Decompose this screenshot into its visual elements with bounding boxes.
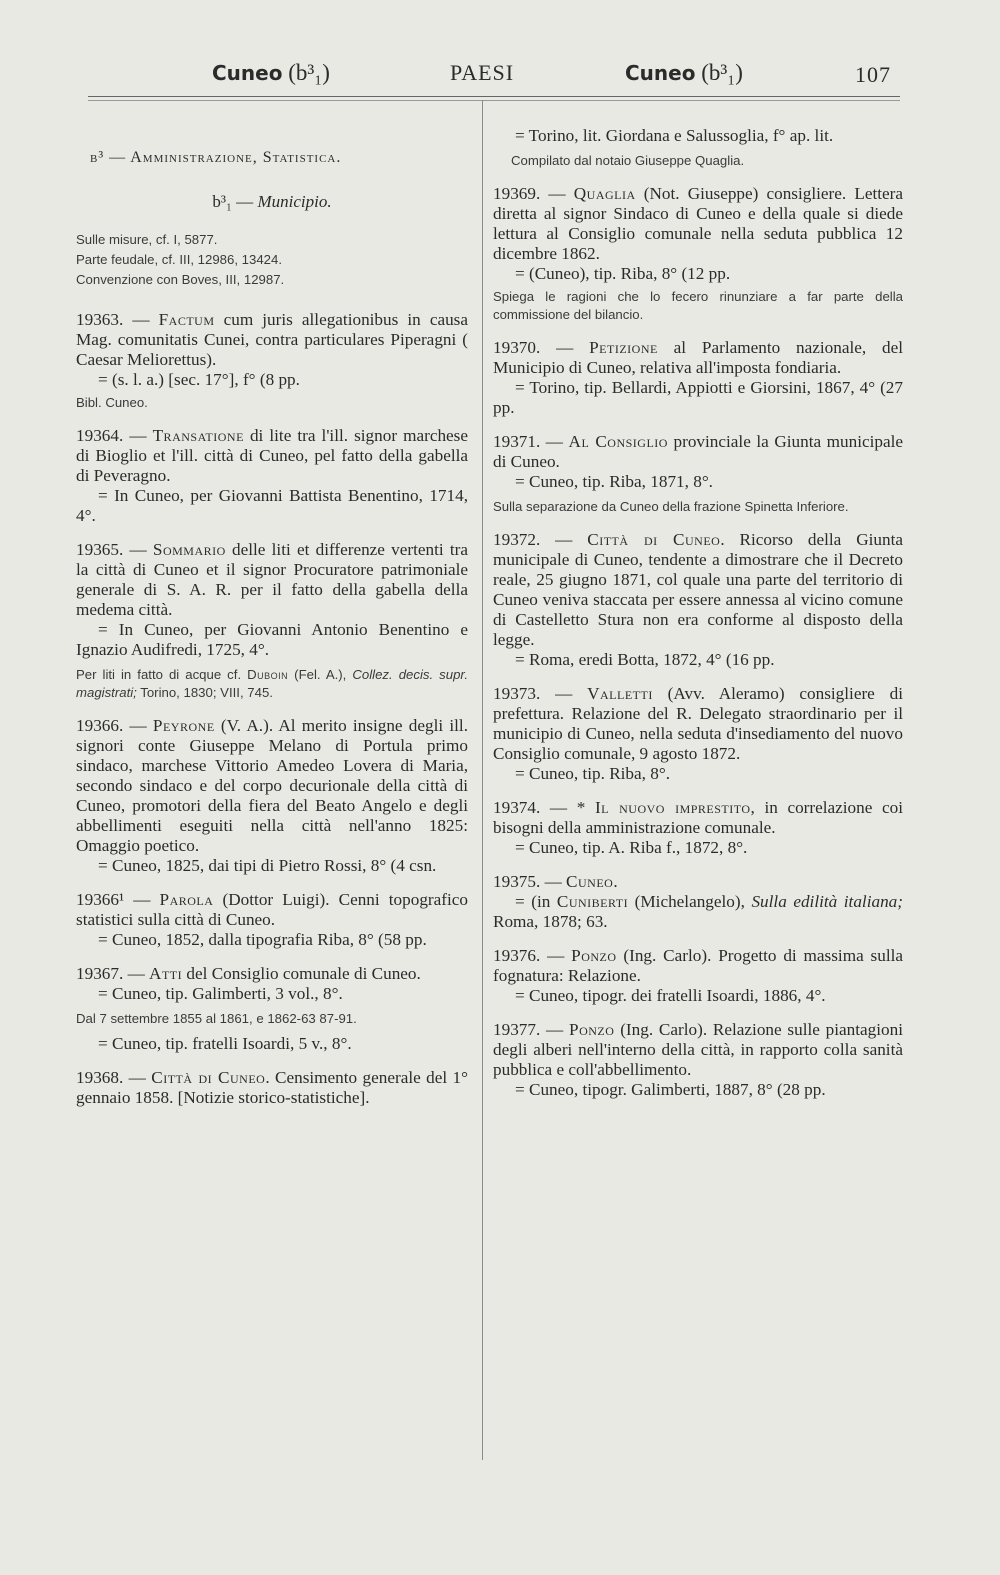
- entry-imprint: = In Cuneo, per Giovanni Antonio Benentino e Ignazio Audifredi, 1725, 4°.: [76, 620, 468, 659]
- entry-text: [493, 1020, 903, 1080]
- subsection-title: Municipio.: [257, 192, 332, 211]
- entry-title: .: [613, 872, 618, 891]
- entry-text: [76, 716, 468, 856]
- entry-title: di lite tra l'ill. signor marchese di Bioglio et l'ill. città di Cuneo, pel fatto della gabella di Peveragno.: [76, 426, 469, 485]
- entry-number: 19377. —: [493, 1020, 570, 1039]
- entry-title: . Ricorso della Giunta municipale di Cuneo, tendente a dimostrare che il Decreto reale, 25 giugno 1871, col quale una parte del territorio di Cuneo veniva staccata per essere annessa al vicino comune di Castelletto Stura non era conforme al disposto della legge.: [493, 530, 903, 649]
- header-rule: [88, 96, 900, 97]
- entry-text: [76, 890, 468, 930]
- entry-imprint: = Torino, tip. Bellardi, Appiotti e Giorsini, 1867, 4° (27 pp.: [493, 378, 903, 417]
- header-left-code: (b³₁): [288, 60, 330, 85]
- entry-number: 19375. —: [493, 872, 567, 891]
- entry-title: (Ing. Carlo). Relazione sulle piantagioni degli alberi nell'interno della città, in rapporto colla sanità pubblica e coll'abbellimento.: [493, 1020, 903, 1079]
- entry-author: Petizione: [589, 338, 658, 357]
- note-text: Torino, 1830; VIII, 745.: [136, 685, 273, 700]
- header-section: PAESI: [450, 60, 515, 85]
- entry-number: 19366¹ —: [76, 890, 160, 909]
- header-left: [212, 60, 330, 86]
- left-column: [76, 100, 468, 1108]
- entry-title: provinciale la Giunta municipale di Cuneo.: [493, 432, 904, 471]
- entry-19363: [76, 310, 468, 412]
- entry-text: [493, 684, 903, 764]
- entry-author: Città di Cuneo: [587, 530, 721, 549]
- entry-text: [76, 964, 468, 984]
- entry-author: Cuneo: [566, 872, 614, 891]
- imprint-text: = (in: [515, 892, 557, 911]
- cross-ref: Sulle misure, cf. I, 5877.: [76, 232, 218, 247]
- entry-author: Al Consiglio: [568, 432, 668, 451]
- entry-19372: [493, 530, 903, 670]
- entry-imprint: = (s. l. a.) [sec. 17°], f° (8 pp.: [98, 370, 300, 389]
- entry-19374: [493, 798, 903, 858]
- entry-number: 19371. —: [493, 432, 569, 451]
- entry-number: 19365. —: [76, 540, 153, 559]
- subsection-heading: [76, 192, 468, 212]
- entry-19377: [493, 1020, 903, 1100]
- entry-author: Valletti: [587, 684, 653, 703]
- subsection-code: b³₁ —: [212, 192, 258, 211]
- entry-number: 19366. —: [76, 716, 153, 735]
- entry-19368: [76, 1068, 468, 1108]
- continued-imprint: = Torino, lit. Giordana e Salussoglia, f° ap. lit.: [515, 126, 834, 145]
- entry-19364: [76, 426, 468, 526]
- continued-note: Compilato dal notaio Giuseppe Quaglia.: [511, 153, 745, 168]
- entry-title: (Ing. Carlo). Progetto di massima sulla fognatura: Relazione.: [493, 946, 904, 985]
- entry-19370: [493, 338, 903, 418]
- entry-author: Il nuovo imprestito: [594, 798, 751, 817]
- entry-number: 19370. —: [493, 338, 590, 357]
- entry-note: Dal 7 settembre 1855 al 1861, e 1862-63 87-91.: [76, 1011, 357, 1026]
- entry-imprint: = Cuneo, 1825, dai tipi di Pietro Rossi, 8° (4 csn.: [98, 856, 437, 875]
- entry-author: Città di Cuneo: [151, 1068, 266, 1087]
- entry-text: [76, 540, 468, 620]
- entry-imprint: = Cuneo, tipogr. Galimberti, 1887, 8° (28 pp.: [515, 1080, 826, 1099]
- entry-text: [493, 530, 903, 650]
- entry-title: delle liti et differenze vertenti tra la città di Cuneo et il signor Procuratore patrimoniale generale di S. A. R. per il fatto della gabella della medema città.: [76, 540, 469, 619]
- entry-note: [76, 666, 468, 702]
- entry-imprint: [493, 892, 903, 932]
- entry-19376: [493, 946, 903, 1006]
- entry-author: Parola: [159, 890, 214, 909]
- right-column: [493, 100, 903, 1100]
- entry-imprint: = Roma, eredi Botta, 1872, 4° (16 pp.: [515, 650, 775, 669]
- entry-19367: [76, 964, 468, 1054]
- header-right-code: (b³₁): [701, 60, 743, 85]
- header-right-title: Cuneo: [625, 61, 696, 85]
- entry-title: cum juris allegationibus in causa Mag. comunitatis Cunei, contra particulares Piperagni ( Caesar Meliorettus).: [76, 310, 468, 369]
- entry-imprint: = In Cuneo, per Giovanni Battista Benentino, 1714, 4°.: [76, 486, 468, 525]
- entry-19369: [493, 184, 903, 324]
- entry-author: Quaglia: [573, 184, 636, 203]
- entry-text: [493, 872, 903, 892]
- note-text: Per liti in fatto di acque cf.: [76, 667, 248, 682]
- entry-title: (Avv. Aleramo) consigliere di prefettura. Relazione del R. Delegato straordinario per il municipio di Cuneo, nella seduta d'insediamento del nuovo Consiglio comunale, 9 agosto 1872.: [493, 684, 903, 763]
- entry-number: 19373. —: [493, 684, 588, 703]
- entry-author: Sommario: [152, 540, 226, 559]
- entry-title: , in correlazione coi bisogni della amministrazione comunale.: [493, 798, 903, 837]
- entry-number: 19363. —: [76, 310, 159, 329]
- imprint-author: Cuniberti: [556, 892, 629, 911]
- cross-references: [76, 230, 468, 290]
- entry-title: (Dottor Luigi). Cenni topografico statistici sulla città di Cuneo.: [76, 890, 468, 929]
- entry-title: (Not. Giuseppe) consigliere. Lettera diretta al signor Sindaco di Cuneo e della quale si diede lettura al Consiglio comunale nella seduta pubblica 12 dicembre 1862.: [493, 184, 903, 263]
- entry-author: Ponzo: [571, 946, 617, 965]
- cross-ref: Convenzione con Boves, III, 12987.: [76, 272, 285, 287]
- section-heading: b³ — Amministrazione, Statistica.: [90, 149, 342, 166]
- entry-imprint-secondary: = Cuneo, tip. fratelli Isoardi, 5 v., 8°.: [98, 1034, 352, 1053]
- entry-19373: [493, 684, 903, 784]
- entry-19366: [76, 716, 468, 876]
- entry-19366-1: [76, 890, 468, 950]
- entry-title: (V. A.). Al merito insigne degli ill. signori conte Giuseppe Melano di Portula primo sindaco, marchese Vittorio Amedeo Lovera di Maria, secondo sindaco e del corpo decurionale della città di Cuneo, promotori della fiera del Beato Angelo e degli abbellimenti eseguiti nella città nell'anno 1825: Omaggio poetico.: [76, 716, 468, 855]
- entry-author: Factum: [158, 310, 215, 329]
- entry-text: [493, 946, 903, 986]
- entry-author: Transatione: [152, 426, 244, 445]
- entry-imprint: = Cuneo, tipogr. dei fratelli Isoardi, 1886, 4°.: [515, 986, 826, 1005]
- header-right: [625, 60, 743, 86]
- header-left-title: Cuneo: [212, 61, 283, 85]
- entry-number: 19374. — *: [493, 798, 595, 817]
- entry-text: [493, 432, 903, 472]
- entry-note: Spiega le ragioni che lo fecero rinunziare a far parte della commissione del bilancio.: [493, 289, 903, 322]
- imprint-text: (Michelangelo),: [628, 892, 752, 911]
- entry-text: [493, 184, 903, 264]
- entry-text: [493, 338, 903, 378]
- note-author: Duboin: [247, 667, 289, 682]
- entry-author: Ponzo: [569, 1020, 615, 1039]
- entry-number: 19364. —: [76, 426, 153, 445]
- entry-number: 19369. —: [493, 184, 574, 203]
- page-number: 107: [855, 62, 891, 87]
- entry-text: [76, 310, 468, 370]
- note-text: (Fel. A.),: [288, 667, 353, 682]
- entry-author: Atti: [149, 964, 183, 983]
- cross-ref: Parte feudale, cf. III, 12986, 13424.: [76, 252, 283, 267]
- imprint-title: Sulla edilità italiana;: [751, 892, 903, 911]
- entry-note: Sulla separazione da Cuneo della frazione Spinetta Inferiore.: [493, 499, 849, 514]
- entry-19375: [493, 872, 903, 932]
- entry-imprint: = Cuneo, tip. Riba, 1871, 8°.: [515, 472, 713, 491]
- entry-number: 19367. —: [76, 964, 150, 983]
- entry-imprint: = Cuneo, 1852, dalla tipografia Riba, 8° (58 pp.: [98, 930, 427, 949]
- entry-text: [76, 426, 468, 486]
- entry-note: Bibl. Cuneo.: [76, 395, 148, 410]
- entry-number: 19376. —: [493, 946, 572, 965]
- column-divider: [482, 100, 483, 1460]
- entry-19365: [76, 540, 468, 702]
- entry-text: [76, 1068, 468, 1108]
- running-header: [60, 52, 900, 92]
- entry-title: al Parlamento nazionale, del Municipio di Cuneo, relativa all'imposta fondiaria.: [493, 338, 903, 377]
- entry-author: Peyrone: [152, 716, 215, 735]
- entry-19371: [493, 432, 903, 516]
- entry-title: del Consiglio comunale di Cuneo.: [182, 964, 421, 983]
- entry-text: [493, 798, 903, 838]
- note-title: Collez. decis. supr. magistrati;: [76, 667, 468, 700]
- imprint-text: Roma, 1878; 63.: [493, 912, 608, 931]
- entry-imprint: = Cuneo, tip. A. Riba f., 1872, 8°.: [515, 838, 748, 857]
- entry-imprint: = Cuneo, tip. Riba, 8°.: [515, 764, 671, 783]
- entry-imprint: = Cuneo, tip. Galimberti, 3 vol., 8°.: [98, 984, 343, 1003]
- entry-imprint: = (Cuneo), tip. Riba, 8° (12 pp.: [515, 264, 731, 283]
- entry-number: 19368. —: [76, 1068, 152, 1087]
- entry-number: 19372. —: [493, 530, 588, 549]
- entry-title: . Censimento generale del 1° gennaio 1858. [Notizie storico-statistiche].: [76, 1068, 468, 1107]
